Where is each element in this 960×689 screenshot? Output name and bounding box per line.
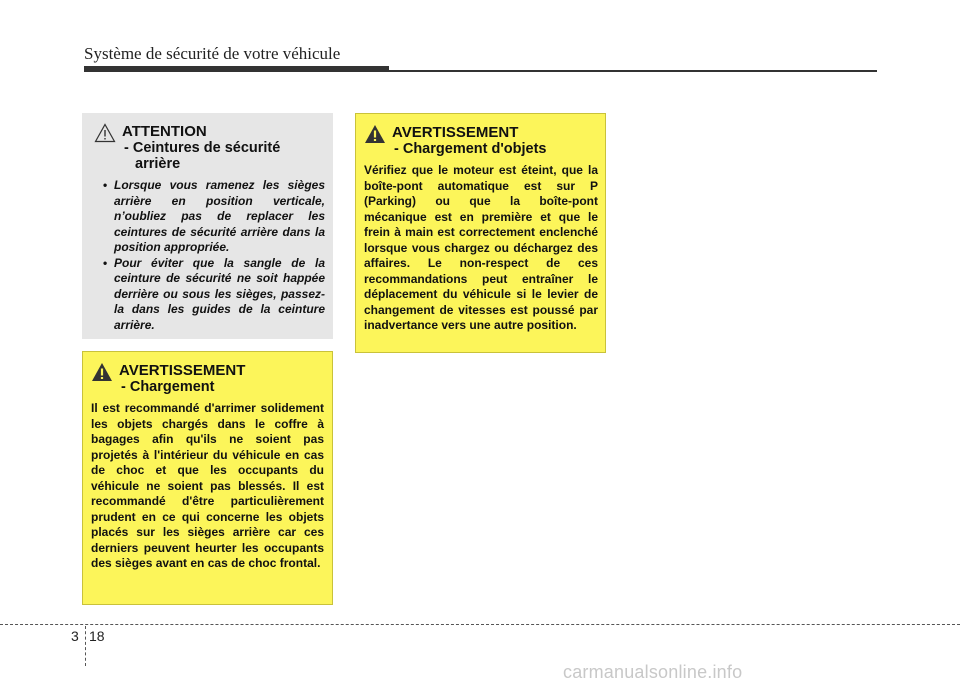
list-item: • Pour éviter que la sangle de la ceinture de sécurité ne soit happée derrière ou sous les sièges, passez-la dans les guides de la ceinture arrière.: [103, 255, 325, 332]
caution-triangle-icon: [94, 123, 116, 143]
header-rule-thin: [389, 70, 877, 72]
warning-load-subtitle: - Chargement: [121, 379, 215, 395]
warning-load-body: Il est recommandé d'arrimer solidement les objets chargés dans le coffre à bagages afin qu'ils ne soient pas projetés à l'intérieur du véhicule en cas de choc et que les occupants du véhicule ne soient pas blessés. Il est recommandé d'être particulièrement prudent en ce qui concerne les objets placés sur les sièges arrière car ces derniers peuvent heurter les occupants des sièges avant en cas de choc frontal.: [91, 401, 324, 570]
warning-objects-title: AVERTISSEMENT: [392, 124, 519, 141]
page-number: 18: [89, 628, 105, 644]
chapter-number: 3: [71, 628, 79, 644]
attention-subtitle-cont: arrière: [135, 156, 181, 172]
warning-objects-subtitle: - Chargement d'objets: [394, 141, 547, 157]
warning-objects-box: [355, 113, 606, 353]
watermark: carmanualsonline.info: [563, 662, 743, 682]
warning-triangle-icon: [91, 362, 113, 382]
warning-load-title: AVERTISSEMENT: [119, 362, 246, 379]
page-header-title: Système de sécurité de votre véhicule: [84, 44, 341, 63]
page-number-divider: [85, 626, 86, 666]
warning-triangle-icon: [364, 124, 386, 144]
footer-divider: [0, 624, 960, 625]
warning-load-box: [82, 351, 333, 605]
attention-subtitle: - Ceintures de sécurité: [124, 140, 281, 156]
header-rule-thick: [84, 66, 389, 72]
warning-objects-body: Vérifiez que le moteur est éteint, que la boîte-pont automatique est sur P (Parking) ou que la boîte-pont mécanique est en première et que le frein à main est correctement enclenché lorsque vous chargez ou déchargez des affaires. Le non-respect de ces recommandations peut entraîner le déplacement du véhicule si le levier de changement de vitesses est poussé par inadvertance vers une autre position.: [364, 163, 598, 332]
bullet-text: Pour éviter que la sangle de la ceinture de sécurité ne soit happée derrière ou sous les sièges, passez-la dans les guides de la ceinture arrière.: [114, 255, 325, 332]
attention-title: ATTENTION: [122, 123, 207, 140]
attention-bullet-list: [94, 178, 325, 333]
attention-box: [82, 113, 333, 339]
list-item: • Lorsque vous ramenez les sièges arrière en position verticale, n’oubliez pas de replacer les ceintures de sécurité arrière dans la position appropriée.: [103, 178, 325, 254]
bullet-text: Lorsque vous ramenez les sièges arrière en position verticale, n’oubliez pas de replacer les ceintures de sécurité arrière dans la position appropriée.: [114, 178, 325, 254]
